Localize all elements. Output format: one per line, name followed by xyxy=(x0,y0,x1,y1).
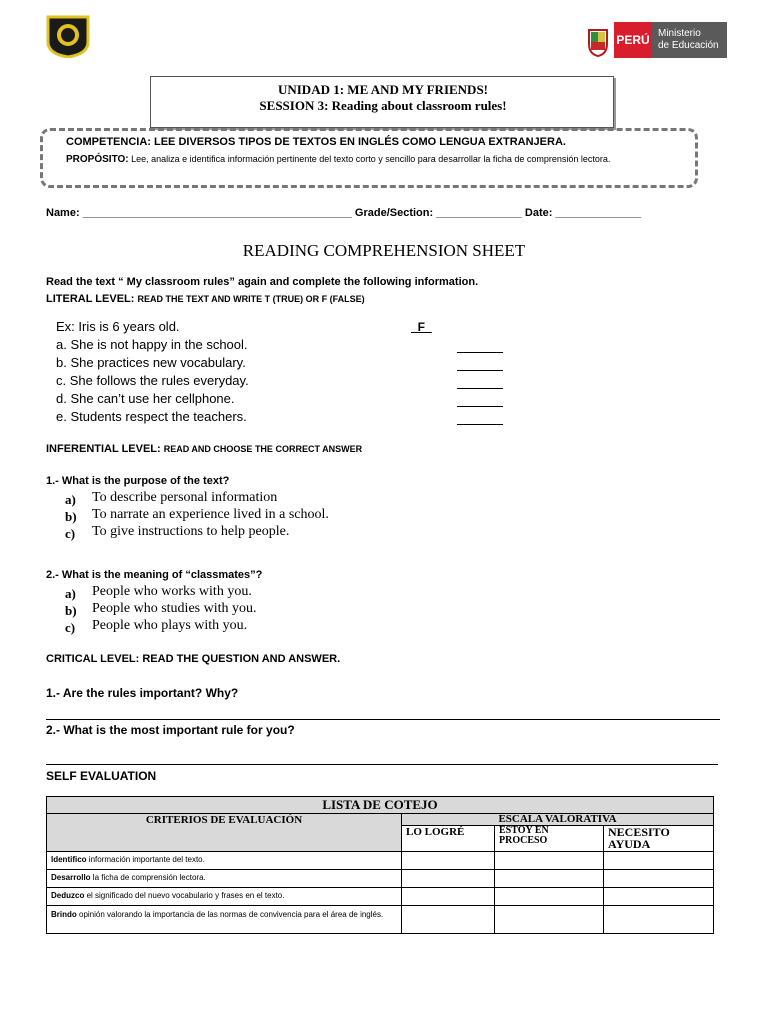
criterion-cell: Brindo opinión valorando la importancia de las normas de convivencia para el área de inglés. xyxy=(47,906,402,934)
check-cell[interactable] xyxy=(402,906,495,934)
checklist-table xyxy=(46,796,714,934)
option-text[interactable]: People who works with you. xyxy=(92,584,252,599)
table-row xyxy=(47,870,714,888)
intro-instruction: Read the text “ My classroom rules” again and complete the following information. xyxy=(46,276,479,288)
criterion-cell: Deduzco el significado del nuevo vocabulario y frases en el texto. xyxy=(47,888,402,906)
tf-example: Ex: Iris is 6 years old. xyxy=(56,319,180,334)
tf-item: b. She practices new vocabulary. xyxy=(56,355,246,370)
option-text[interactable]: To describe personal information xyxy=(92,490,278,505)
school-crest-logo xyxy=(45,14,91,58)
criterion-cell: Desarrollo la ficha de comprensión lectora. xyxy=(47,870,402,888)
check-cell[interactable] xyxy=(604,870,714,888)
check-cell[interactable] xyxy=(495,888,604,906)
inferential-instruction: INFERENTIAL LEVEL: READ AND CHOOSE THE CORRECT ANSWER xyxy=(46,443,363,455)
option-letter: a) xyxy=(65,492,76,507)
check-cell[interactable] xyxy=(495,870,604,888)
tf-answer-blank[interactable] xyxy=(457,338,503,353)
critical-question: 1.- Are the rules important? Why? xyxy=(46,686,239,700)
option-letter: b) xyxy=(65,509,77,524)
check-cell[interactable] xyxy=(604,906,714,934)
sheet-title: READING COMPREHENSION SHEET xyxy=(242,241,526,260)
peru-shield-icon xyxy=(585,22,611,58)
critical-question: 2.- What is the most important rule for you? xyxy=(46,723,295,737)
student-info-line: Name: ____________________________________________ Grade/Section: ______________ Date: ______________ xyxy=(46,207,642,219)
unit-title: UNIDAD 1: ME AND MY FRIENDS! xyxy=(277,82,489,97)
inferential-question: 1.- What is the purpose of the text? xyxy=(46,475,230,487)
scale-necesito-ayuda: NECESITO AYUDA xyxy=(604,826,714,852)
option-text[interactable]: People who plays with you. xyxy=(92,618,248,633)
option-letter: c) xyxy=(65,620,76,635)
option-text[interactable]: To narrate an experience lived in a school. xyxy=(92,507,329,522)
check-cell[interactable] xyxy=(402,870,495,888)
tf-item: d. She can’t use her cellphone. xyxy=(56,391,235,406)
table-row xyxy=(47,888,714,906)
answer-line[interactable] xyxy=(46,764,718,765)
option-text[interactable]: To give instructions to help people. xyxy=(92,524,290,539)
check-cell[interactable] xyxy=(604,852,714,870)
scale-en-proceso: ESTOY EN PROCESO xyxy=(495,826,604,852)
check-cell[interactable] xyxy=(402,852,495,870)
check-cell[interactable] xyxy=(495,852,604,870)
option-letter: b) xyxy=(65,603,77,618)
option-letter: a) xyxy=(65,586,76,601)
scale-header: ESCALA VALORATIVA xyxy=(402,814,714,826)
session-title: SESSION 3: Reading about classroom rules! xyxy=(259,98,507,113)
tf-item: c. She follows the rules everyday. xyxy=(56,373,249,388)
peru-label: PERÚ xyxy=(614,22,652,58)
criterion-cell: Identifico información importante del texto. xyxy=(47,852,402,870)
ministry-logo xyxy=(585,22,729,58)
proposito-text: PROPÓSITO: Lee, analiza e identifica información pertinente del texto corto y sencillo para desarrollar la ficha de comprensión lectora. xyxy=(66,154,611,165)
self-evaluation-title: SELF EVALUATION xyxy=(46,769,157,783)
answer-line[interactable] xyxy=(46,719,720,720)
option-text[interactable]: People who studies with you. xyxy=(92,601,257,616)
competencia-label: COMPETENCIA: LEE DIVERSOS TIPOS DE TEXTOS EN INGLÉS COMO LENGUA EXTRANJERA. xyxy=(66,136,566,148)
ministry-label: Ministerio de Educación xyxy=(652,22,727,58)
criteria-header: CRITERIOS DE EVALUACIÓN xyxy=(47,814,402,852)
inferential-question: 2.- What is the meaning of “classmates”? xyxy=(46,569,263,581)
tf-answer-blank[interactable] xyxy=(457,392,503,407)
check-cell[interactable] xyxy=(402,888,495,906)
tf-item: a. She is not happy in the school. xyxy=(56,337,248,352)
check-cell[interactable] xyxy=(495,906,604,934)
check-cell[interactable] xyxy=(604,888,714,906)
tf-item: e. Students respect the teachers. xyxy=(56,409,247,424)
tf-answer-blank[interactable] xyxy=(457,374,503,389)
scale-lo-logre: LO LOGRÉ xyxy=(402,826,495,852)
table-row xyxy=(47,852,714,870)
tf-answer-blank[interactable] xyxy=(457,356,503,371)
critical-instruction: CRITICAL LEVEL: READ THE QUESTION AND ANSWER. xyxy=(46,653,341,665)
option-letter: c) xyxy=(65,526,76,541)
literal-instruction: LITERAL LEVEL: READ THE TEXT AND WRITE T (TRUE) OR F (FALSE) xyxy=(46,293,365,305)
table-row xyxy=(47,906,714,934)
tf-example-answer: F xyxy=(411,320,432,334)
tf-answer-blank[interactable] xyxy=(457,410,503,425)
checklist-title: LISTA DE COTEJO xyxy=(47,797,714,814)
